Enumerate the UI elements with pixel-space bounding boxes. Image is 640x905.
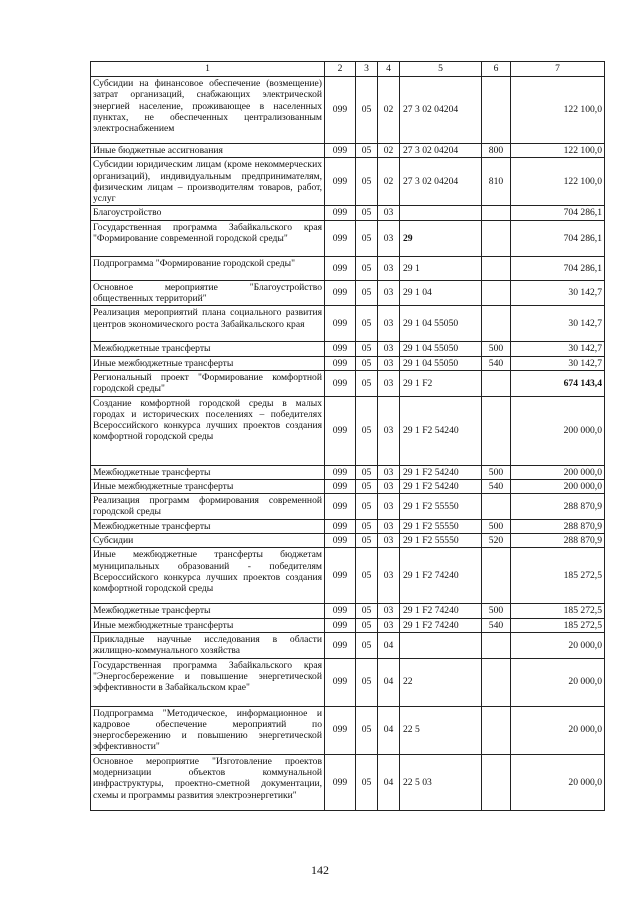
column-number: 4: [378, 62, 400, 77]
cell-expense-type: 500: [482, 604, 511, 618]
row-name: Реализация мероприятий плана социального развития центров экономического роста Забайкальского края: [91, 306, 325, 342]
cell-grbs: 099: [325, 158, 356, 206]
cell-subsection: 04: [378, 658, 400, 706]
cell-amount: 704 286,1: [511, 256, 605, 280]
cell-target-article: 27 3 02 04204: [400, 158, 482, 206]
cell-amount: 20 000,0: [511, 706, 605, 754]
cell-subsection: 03: [378, 494, 400, 520]
cell-expense-type: [482, 632, 511, 658]
cell-subsection: 04: [378, 632, 400, 658]
row-name: Иные межбюджетные трансферты: [91, 479, 325, 493]
table-row: [91, 396, 605, 465]
table-row: [91, 494, 605, 520]
row-name: Подпрограмма "Формирование городской среды": [91, 256, 325, 280]
cell-target-article: 29 1 F2 74240: [400, 618, 482, 632]
row-name: Субсидии: [91, 534, 325, 548]
cell-section: 05: [356, 370, 378, 396]
cell-section: 05: [356, 706, 378, 754]
cell-grbs: 099: [325, 706, 356, 754]
table-row: [91, 342, 605, 356]
row-name: Реализация программ формирования современной городской среды: [91, 494, 325, 520]
cell-expense-type: [482, 206, 511, 220]
cell-expense-type: 540: [482, 618, 511, 632]
cell-expense-type: [482, 280, 511, 306]
cell-target-article: 29 1 F2 54240: [400, 479, 482, 493]
cell-section: 05: [356, 206, 378, 220]
cell-amount: 20 000,0: [511, 658, 605, 706]
row-name: Межбюджетные трансферты: [91, 519, 325, 533]
cell-amount: 674 143,4: [511, 370, 605, 396]
cell-subsection: 03: [378, 220, 400, 256]
cell-target-article: 29 1 F2 55550: [400, 494, 482, 520]
cell-section: 05: [356, 604, 378, 618]
cell-subsection: 04: [378, 754, 400, 810]
table-row: [91, 158, 605, 206]
cell-subsection: 03: [378, 465, 400, 479]
cell-subsection: 03: [378, 396, 400, 465]
cell-expense-type: [482, 706, 511, 754]
table-row: [91, 370, 605, 396]
cell-target-article: [400, 206, 482, 220]
cell-expense-type: [482, 370, 511, 396]
cell-section: 05: [356, 465, 378, 479]
cell-section: 05: [356, 754, 378, 810]
cell-expense-type: [482, 548, 511, 604]
cell-amount: 122 100,0: [511, 144, 605, 158]
row-name: Основное мероприятие "Изготовление проектов модернизации объектов коммунальной инфраструктуры, проектно-сметной документации, схемы и программы развития электроэнергетики": [91, 754, 325, 810]
cell-subsection: 03: [378, 306, 400, 342]
cell-grbs: 099: [325, 534, 356, 548]
cell-expense-type: 540: [482, 356, 511, 370]
table-row: [91, 706, 605, 754]
cell-section: 05: [356, 534, 378, 548]
cell-expense-type: 800: [482, 144, 511, 158]
cell-section: 05: [356, 396, 378, 465]
row-name: Подпрограмма "Методическое, информационное и кадровое обеспечение мероприятий по энергосбережению и повышению энергетической эффективности": [91, 706, 325, 754]
cell-subsection: 04: [378, 706, 400, 754]
table-row: [91, 604, 605, 618]
table-row: [91, 479, 605, 493]
cell-amount: 30 142,7: [511, 342, 605, 356]
table-row: [91, 280, 605, 306]
table-row: [91, 356, 605, 370]
cell-section: 05: [356, 618, 378, 632]
cell-subsection: 03: [378, 356, 400, 370]
cell-amount: 288 870,9: [511, 534, 605, 548]
cell-expense-type: 810: [482, 158, 511, 206]
cell-target-article: 27 3 02 04204: [400, 144, 482, 158]
cell-subsection: 03: [378, 604, 400, 618]
row-name: Благоустройство: [91, 206, 325, 220]
cell-subsection: 03: [378, 479, 400, 493]
cell-expense-type: [482, 220, 511, 256]
column-number: 1: [91, 62, 325, 77]
cell-expense-type: [482, 494, 511, 520]
cell-target-article: 29 1: [400, 256, 482, 280]
table-row: [91, 256, 605, 280]
cell-amount: 122 100,0: [511, 158, 605, 206]
table-row: [91, 632, 605, 658]
row-name: Иные межбюджетные трансферты бюджетам муниципальных образований - победителям Всероссийского конкурса лучших проектов создания комфортной городской среды: [91, 548, 325, 604]
row-name: Межбюджетные трансферты: [91, 604, 325, 618]
table-row: [91, 618, 605, 632]
cell-target-article: 29 1 04 55050: [400, 306, 482, 342]
cell-section: 05: [356, 144, 378, 158]
cell-amount: 288 870,9: [511, 519, 605, 533]
cell-grbs: 099: [325, 206, 356, 220]
table-row: [91, 658, 605, 706]
cell-grbs: 099: [325, 306, 356, 342]
column-number-row: [91, 62, 605, 77]
cell-target-article: 22 5 03: [400, 754, 482, 810]
cell-subsection: 02: [378, 144, 400, 158]
cell-grbs: 099: [325, 658, 356, 706]
cell-section: 05: [356, 342, 378, 356]
column-number: 3: [356, 62, 378, 77]
cell-grbs: 099: [325, 618, 356, 632]
row-name: Иные межбюджетные трансферты: [91, 356, 325, 370]
cell-subsection: 03: [378, 370, 400, 396]
cell-grbs: 099: [325, 396, 356, 465]
cell-section: 05: [356, 158, 378, 206]
cell-target-article: 29 1 04 55050: [400, 356, 482, 370]
cell-amount: 30 142,7: [511, 356, 605, 370]
cell-amount: 122 100,0: [511, 77, 605, 144]
row-name: Государственная программа Забайкальского края "Энергосбережение и повышение энергетической эффективности в Забайкальском крае": [91, 658, 325, 706]
cell-grbs: 099: [325, 77, 356, 144]
cell-subsection: 03: [378, 548, 400, 604]
cell-section: 05: [356, 306, 378, 342]
cell-subsection: 02: [378, 158, 400, 206]
cell-grbs: 099: [325, 604, 356, 618]
cell-target-article: 29 1 F2 74240: [400, 604, 482, 618]
cell-expense-type: [482, 256, 511, 280]
cell-grbs: 099: [325, 280, 356, 306]
cell-target-article: 29 1 F2 54240: [400, 465, 482, 479]
cell-section: 05: [356, 356, 378, 370]
cell-expense-type: 500: [482, 519, 511, 533]
cell-section: 05: [356, 479, 378, 493]
table-body: [91, 77, 605, 811]
table-row: [91, 77, 605, 144]
cell-amount: 185 272,5: [511, 618, 605, 632]
row-name: Прикладные научные исследования в области жилищно-коммунального хозяйства: [91, 632, 325, 658]
cell-section: 05: [356, 548, 378, 604]
cell-expense-type: 500: [482, 465, 511, 479]
table-row: [91, 754, 605, 810]
cell-subsection: 03: [378, 519, 400, 533]
table-row: [91, 519, 605, 533]
cell-target-article: 29 1 F2 55550: [400, 534, 482, 548]
cell-expense-type: [482, 306, 511, 342]
cell-target-article: 27 3 02 04204: [400, 77, 482, 144]
cell-expense-type: 540: [482, 479, 511, 493]
cell-grbs: 099: [325, 519, 356, 533]
cell-section: 05: [356, 280, 378, 306]
cell-grbs: 099: [325, 548, 356, 604]
cell-target-article: 22: [400, 658, 482, 706]
row-name: Иные межбюджетные трансферты: [91, 618, 325, 632]
cell-amount: 200 000,0: [511, 396, 605, 465]
cell-section: 05: [356, 519, 378, 533]
cell-section: 05: [356, 77, 378, 144]
cell-amount: 185 272,5: [511, 548, 605, 604]
column-number: 6: [482, 62, 511, 77]
row-name: Создание комфортной городской среды в малых городах и исторических поселениях – победителях Всероссийского конкурса лучших проектов создания комфортной городской среды: [91, 396, 325, 465]
cell-section: 05: [356, 220, 378, 256]
row-name: Региональный проект "Формирование комфортной городской среды": [91, 370, 325, 396]
cell-target-article: 22 5: [400, 706, 482, 754]
cell-section: 05: [356, 494, 378, 520]
cell-target-article: 29 1 04: [400, 280, 482, 306]
cell-grbs: 099: [325, 465, 356, 479]
cell-expense-type: [482, 754, 511, 810]
cell-grbs: 099: [325, 370, 356, 396]
row-name: Межбюджетные трансферты: [91, 342, 325, 356]
row-name: Основное мероприятие "Благоустройство общественных территорий": [91, 280, 325, 306]
cell-grbs: 099: [325, 479, 356, 493]
cell-amount: 704 286,1: [511, 220, 605, 256]
cell-target-article: 29 1 04 55050: [400, 342, 482, 356]
cell-subsection: 03: [378, 534, 400, 548]
cell-target-article: 29 1 F2: [400, 370, 482, 396]
page-number: 142: [311, 863, 329, 877]
cell-grbs: 099: [325, 220, 356, 256]
table-row: [91, 144, 605, 158]
cell-expense-type: 500: [482, 342, 511, 356]
column-number: 7: [511, 62, 605, 77]
cell-grbs: 099: [325, 342, 356, 356]
cell-expense-type: 520: [482, 534, 511, 548]
table-row: [91, 534, 605, 548]
row-name: Иные бюджетные ассигнования: [91, 144, 325, 158]
cell-section: 05: [356, 632, 378, 658]
cell-target-article: 29 1 F2 74240: [400, 548, 482, 604]
cell-subsection: 02: [378, 77, 400, 144]
row-name: Государственная программа Забайкальского края "Формирование современной городской среды": [91, 220, 325, 256]
cell-subsection: 03: [378, 256, 400, 280]
cell-grbs: 099: [325, 356, 356, 370]
cell-amount: 30 142,7: [511, 280, 605, 306]
cell-target-article: 29 1 F2 55550: [400, 519, 482, 533]
cell-section: 05: [356, 256, 378, 280]
cell-expense-type: [482, 658, 511, 706]
cell-section: 05: [356, 658, 378, 706]
table-row: [91, 206, 605, 220]
cell-subsection: 03: [378, 342, 400, 356]
cell-amount: 288 870,9: [511, 494, 605, 520]
cell-amount: 704 286,1: [511, 206, 605, 220]
cell-grbs: 099: [325, 144, 356, 158]
table-row: [91, 306, 605, 342]
row-name: Межбюджетные трансферты: [91, 465, 325, 479]
row-name: Субсидии на финансовое обеспечение (возмещение) затрат организаций, снабжающих электрической энергией население, проживающее в населенных пунктах, не обеспеченных централизованным электроснабжением: [91, 77, 325, 144]
cell-expense-type: [482, 77, 511, 144]
cell-amount: 200 000,0: [511, 465, 605, 479]
cell-amount: 185 272,5: [511, 604, 605, 618]
table-row: [91, 548, 605, 604]
cell-target-article: 29 1 F2 54240: [400, 396, 482, 465]
column-number: 2: [325, 62, 356, 77]
table-row: [91, 220, 605, 256]
cell-amount: 200 000,0: [511, 479, 605, 493]
cell-grbs: 099: [325, 256, 356, 280]
cell-subsection: 03: [378, 280, 400, 306]
table-row: [91, 465, 605, 479]
column-number: 5: [400, 62, 482, 77]
cell-subsection: 03: [378, 618, 400, 632]
cell-target-article: [400, 632, 482, 658]
cell-grbs: 099: [325, 754, 356, 810]
cell-amount: 30 142,7: [511, 306, 605, 342]
cell-amount: 20 000,0: [511, 754, 605, 810]
cell-amount: 20 000,0: [511, 632, 605, 658]
cell-target-article: 29: [400, 220, 482, 256]
cell-grbs: 099: [325, 494, 356, 520]
budget-table: [90, 61, 605, 811]
row-name: Субсидии юридическим лицам (кроме некоммерческих организаций), индивидуальным предпринимателям, физическим лицам – производителям товаров, работ, услуг: [91, 158, 325, 206]
cell-grbs: 099: [325, 632, 356, 658]
cell-expense-type: [482, 396, 511, 465]
cell-subsection: 03: [378, 206, 400, 220]
